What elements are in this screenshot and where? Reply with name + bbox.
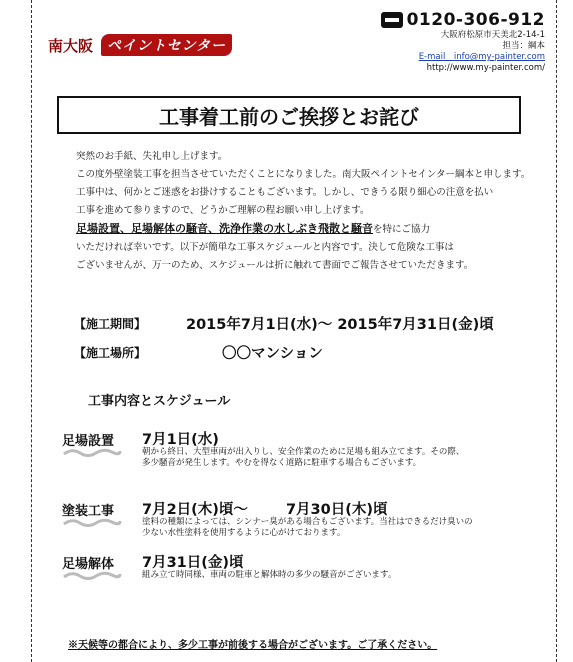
schedule-item-description: [142, 570, 542, 581]
intro-line: 工事中は、何かとご迷惑をお掛けすることもございます。しかし、できうる限り細心の注意を払い: [76, 187, 494, 198]
period-value: 2015年7月1日(水)～ 2015年7月31日(金)頃: [186, 317, 494, 333]
freedial-icon: [381, 12, 403, 28]
brush-stroke-icon: [62, 517, 122, 527]
logo-region: 南大阪: [48, 36, 94, 55]
intro-line: 突然のお手紙、失礼申し上げます。: [76, 151, 228, 162]
schedule-item-date: [142, 428, 219, 449]
schedule-item-date: [142, 498, 387, 519]
intro-text: [76, 148, 546, 275]
intro-line: この度外壁塗装工事を担当させていただくことになりました。南大阪ペイントセインター綱本と申します。: [76, 169, 531, 180]
description-line: 少ない水性塗料を使用するように心がけております。: [142, 528, 346, 538]
period-label: 【施工期間】: [74, 317, 147, 331]
schedule-title: 工事内容とスケジュール: [88, 394, 231, 409]
contact-person: 担当：綱本: [502, 41, 545, 51]
logo-brand: ペイントセンター: [101, 34, 232, 56]
date-end: 7月30日(木)頃: [285, 502, 388, 518]
site-label: 【施工場所】: [74, 346, 147, 360]
intro-line: [76, 220, 546, 239]
date-start: 7月2日(木)頃～: [142, 502, 248, 518]
description-line: 組み立て時同様、車両の駐車と解体時の多少の騒音がございます。: [142, 570, 397, 580]
date-start: 7月1日(水): [142, 432, 219, 448]
intro-emphasis: 足場設置、足場解体の騒音、洗浄作業の水しぶき飛散と騒音: [76, 222, 373, 235]
contact-block: [381, 10, 545, 74]
description-line: 朝から終日、大型車両が出入りし、安全作業のために足場も組み立てます。その際、: [142, 447, 465, 457]
company-logo: [48, 34, 232, 56]
schedule-item-description: [142, 517, 542, 539]
email-link[interactable]: E-mail info@my-painter.com: [418, 52, 545, 62]
right-fold-line: [556, 0, 557, 662]
schedule-item-date: [142, 551, 244, 572]
site-value: 〇〇マンション: [222, 346, 323, 362]
address: 大阪府松原市天美北2-14-1: [440, 30, 545, 40]
page-title: 工事着工前のご挨拶とお詫び: [159, 104, 419, 129]
construction-site: [74, 342, 323, 363]
intro-line-rest: を特にご協力: [373, 224, 431, 235]
schedule-item-description: [142, 447, 542, 469]
schedule-item-label: 塗装工事: [62, 504, 115, 519]
website-link[interactable]: http://www.my-painter.com/: [426, 63, 545, 73]
description-line: 多少騒音が発生します。やむを得なく道路に駐車する場合もございます。: [142, 458, 422, 468]
brush-stroke-icon: [62, 570, 122, 580]
title-box: [57, 96, 521, 134]
construction-period: [74, 313, 494, 334]
intro-line: ございませんが、万一のため、スケジュールは折に触れて書面でご報告させていただきます。: [76, 260, 474, 271]
left-fold-line: [31, 0, 32, 662]
schedule-item-label: 足場設置: [62, 434, 115, 449]
description-line: 塗料の種類によっては、シンナー臭がある場合もございます。当社はできるだけ臭いの: [142, 517, 473, 527]
date-start: 7月31日(金)頃: [142, 555, 244, 571]
intro-line: いただければ幸いです。以下が簡単な工事スケジュールと内容です。決して危険な工事は: [76, 242, 454, 253]
intro-line: 工事を進めて参りますので、どうかご理解の程お願い申し上げます。: [76, 205, 370, 216]
phone-number: 0120-306-912: [406, 10, 545, 30]
schedule-item-label: 足場解体: [62, 557, 115, 572]
phone-row: [381, 10, 545, 30]
brush-stroke-icon: [62, 447, 122, 457]
footer-note: ※天候等の都合により、多少工事が前後する場合がございます。ご了承ください。: [68, 640, 438, 651]
